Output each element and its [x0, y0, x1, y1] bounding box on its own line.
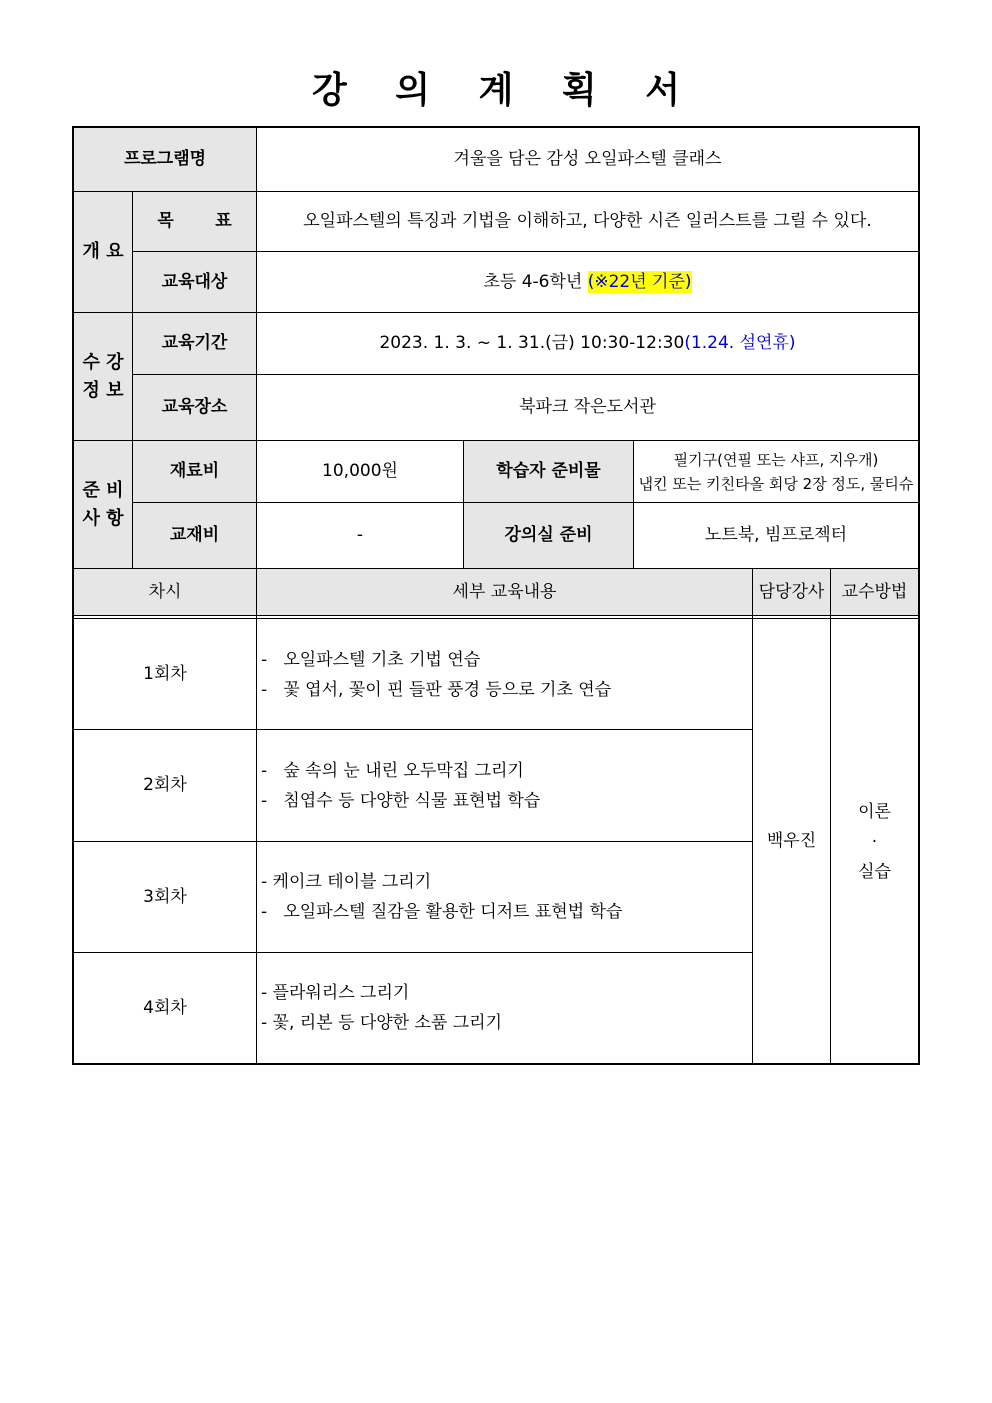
target-grade: 초등 4-6학년	[483, 271, 588, 292]
list-item: - 오일파스텔 기초 기법 연습	[261, 649, 481, 670]
target-note: (※22년 기준)	[587, 271, 692, 292]
table-border-right	[918, 126, 920, 1065]
divider	[633, 440, 634, 568]
target-value	[257, 252, 918, 312]
classroom-prep-value: 노트북, 빔프로젝터	[704, 525, 848, 546]
period-label: 교육기간	[133, 313, 256, 374]
session-1-content	[257, 620, 752, 729]
divider	[74, 440, 918, 441]
learner-prep-line1: 필기구(연필 또는 샤프, 지우개)	[673, 450, 879, 469]
period-dates: 2023. 1. 3. ~ 1. 31.(금) 10:30-12:30	[379, 333, 685, 354]
list-item: - 숲 속의 눈 내린 오두막집 그리기	[261, 760, 524, 781]
divider	[74, 618, 918, 619]
textbook-fee-label: 교재비	[133, 503, 256, 568]
table-border-bottom	[72, 1063, 920, 1065]
overview-label-text: 개 요	[82, 241, 124, 262]
goal-label: 목 표	[133, 192, 256, 251]
divider	[133, 502, 918, 503]
divider	[830, 568, 831, 1063]
learner-prep-value	[634, 441, 918, 502]
list-item: - 침엽수 등 다양한 식물 표현법 학습	[261, 790, 541, 811]
divider	[74, 191, 918, 192]
divider	[74, 841, 753, 842]
divider	[74, 312, 918, 313]
material-fee-value: 10,000원	[322, 461, 398, 482]
document-title: 강 의 계 획 서	[311, 70, 698, 111]
divider	[74, 615, 918, 616]
learner-prep-label: 학습자 준비물	[464, 441, 633, 502]
divider	[256, 128, 257, 1063]
place-label: 교육장소	[133, 375, 256, 440]
divider	[74, 952, 753, 953]
material-fee-label: 재료비	[133, 441, 256, 502]
instructor-name: 백우진	[766, 831, 817, 852]
divider	[133, 374, 918, 375]
list-item: - 꽃, 리본 등 다양한 소품 그리기	[261, 1013, 503, 1033]
divider	[752, 568, 753, 1063]
table-border-left	[72, 126, 74, 1065]
method-theory: 이론	[858, 801, 891, 822]
list-item: - 케이크 테이블 그리기	[261, 872, 432, 892]
target-label: 교육대상	[133, 252, 256, 312]
program-value: 겨울을 담은 감성 오일파스텔 클래스	[453, 149, 722, 170]
period-note: (1.24. 설연휴)	[684, 333, 796, 354]
course-info-label	[74, 313, 132, 440]
overview-label	[74, 192, 132, 312]
classroom-prep-label: 강의실 준비	[464, 503, 633, 568]
prep-label-line2: 사 항	[82, 507, 124, 529]
list-item: - 꽃 엽서, 꽃이 핀 들판 풍경 등으로 기초 연습	[261, 679, 612, 700]
divider	[132, 191, 133, 568]
session-3-name: 3회차	[143, 886, 187, 907]
divider	[74, 568, 918, 569]
method-dot: ·	[871, 831, 878, 852]
period-value	[257, 313, 918, 374]
prep-label	[74, 441, 132, 568]
method-practice: 실습	[858, 861, 891, 882]
textbook-fee-value: -	[356, 525, 364, 546]
table-border-top	[72, 126, 920, 128]
course-info-label-line2: 정 보	[82, 379, 124, 401]
list-item: - 오일파스텔 질감을 활용한 디저트 표현법 학습	[261, 902, 623, 922]
teaching-method	[831, 620, 918, 1063]
prep-label-line1: 준 비	[82, 479, 124, 501]
divider	[463, 440, 464, 568]
session-2-content	[257, 730, 752, 841]
session-2-name: 2회차	[143, 775, 187, 796]
goal-value: 오일파스텔의 특징과 기법을 이해하고, 다양한 시즌 일러스트를 그릴 수 있다.	[303, 211, 872, 232]
divider	[133, 251, 918, 252]
divider	[74, 729, 753, 730]
session-3-content	[257, 842, 752, 952]
list-item: - 플라워리스 그리기	[261, 983, 410, 1003]
session-1-name: 1회차	[143, 664, 187, 685]
content-header: 세부 교육내용	[257, 569, 752, 615]
method-header: 교수방법	[831, 569, 918, 615]
instructor-header: 담당강사	[753, 569, 830, 615]
session-header: 차시	[74, 569, 256, 615]
course-info-label-line1: 수 강	[82, 351, 124, 373]
place-value: 북파크 작은도서관	[519, 397, 656, 418]
learner-prep-line2: 냅킨 또는 키친타올 회당 2장 정도, 물티슈	[638, 474, 914, 493]
session-4-content	[257, 953, 752, 1063]
session-4-name: 4회차	[143, 997, 187, 1018]
program-label: 프로그램명	[74, 128, 256, 191]
